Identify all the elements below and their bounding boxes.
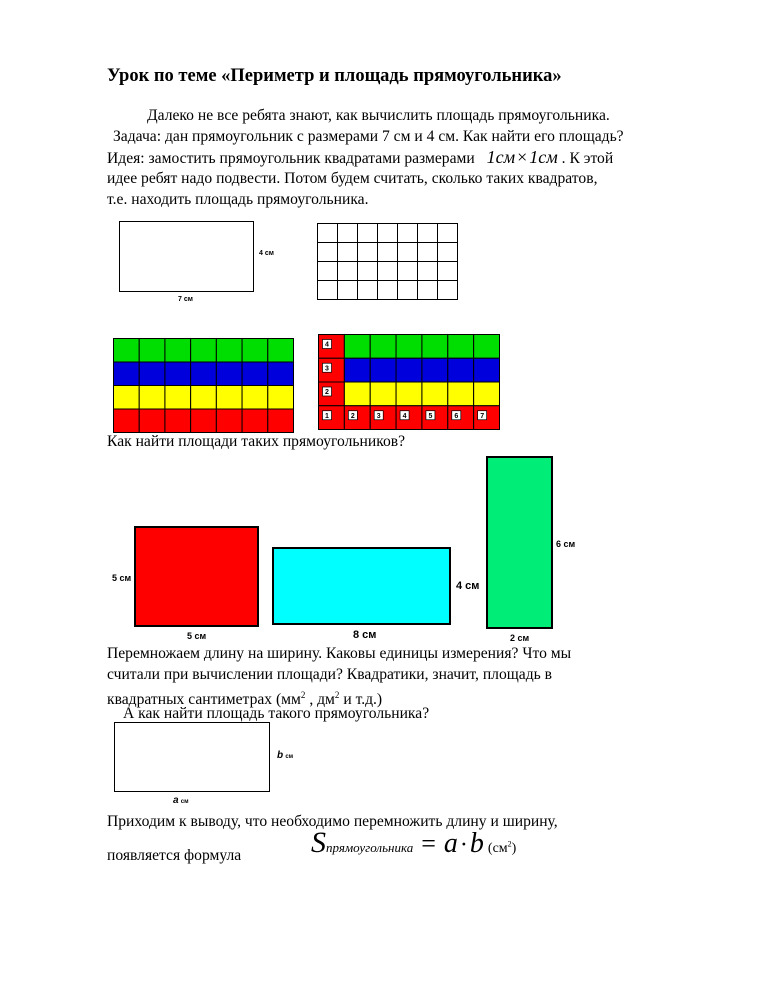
- unit-text: (см: [487, 841, 508, 856]
- numbered-cell: [396, 382, 422, 406]
- numbered-cell: [344, 382, 370, 406]
- green-width-label: 2 см: [510, 633, 530, 643]
- numbered-cell: [396, 335, 422, 359]
- grid-cell: [418, 262, 438, 281]
- colored-cell: [139, 386, 165, 410]
- intro-line-3: [107, 147, 613, 169]
- explain-line-2: считали при вычислении площади? Квадратики, значит, площадь в: [107, 666, 552, 683]
- intro-line-1: Далеко не все ребята знают, как вычислить площадь прямоугольника.: [147, 107, 610, 124]
- intro-line-3-text: Идея: замостить прямоугольник квадратами размерами: [107, 150, 475, 167]
- cyan-height-label: 4 см: [456, 580, 480, 592]
- numbered-cell: [422, 358, 448, 382]
- rect-height-label: 4 см: [259, 250, 274, 257]
- colored-cell: [139, 409, 165, 433]
- colored-cell: [114, 339, 140, 363]
- colored-cell: [114, 386, 140, 410]
- conclusion-line-2: появляется формула: [107, 847, 242, 864]
- explain-line-4: А как найти площадь такого прямоугольника?: [123, 705, 430, 722]
- grid-cell: [318, 243, 338, 262]
- colored-cell: [114, 409, 140, 433]
- colored-cell: [165, 386, 191, 410]
- intro-line-3-after: . К этой: [561, 150, 614, 167]
- formula-1cm-x-1cm: [487, 147, 558, 167]
- formula-dot: ·: [459, 832, 468, 858]
- column-number: 2: [350, 412, 355, 420]
- numbered-cell: [474, 358, 500, 382]
- ab-width-label: [173, 795, 189, 806]
- question-1: Как найти площади таких прямоугольников?: [107, 433, 406, 450]
- colored-cell: [216, 362, 242, 386]
- numbered-cell: [474, 382, 500, 406]
- colored-cell: [139, 339, 165, 363]
- formula-subscript-2: ника: [388, 840, 414, 855]
- colored-cell: [191, 339, 217, 363]
- grid-cell: [398, 262, 418, 281]
- row-number: 4: [325, 341, 329, 349]
- colored-cell: [268, 386, 294, 410]
- grid-cell: [358, 243, 378, 262]
- numbered-cell: [370, 382, 396, 406]
- rect-width-label: 7 см: [178, 296, 193, 303]
- grid-cell: [418, 243, 438, 262]
- colored-cell: [191, 362, 217, 386]
- formula-S: S: [311, 826, 326, 859]
- red-width-label: 5 см: [187, 631, 207, 641]
- grid-cell: [318, 262, 338, 281]
- numbered-cell: [448, 382, 474, 406]
- square-grid: [317, 223, 458, 300]
- intro-line-5: т.е. находить площадь прямоугольника.: [107, 191, 369, 208]
- intro-line-2: Задача: дан прямоугольник с размерами 7 см и 4 см. Как найти его площадь?: [113, 128, 624, 145]
- var-a: a: [173, 795, 179, 806]
- numbered-cell: [448, 358, 474, 382]
- numbered-cell: [344, 358, 370, 382]
- numbered-cell: [474, 335, 500, 359]
- formula-subscript: прямоуголь: [326, 840, 389, 855]
- colored-cell: [216, 409, 242, 433]
- numbered-cell: [344, 335, 370, 359]
- explain-line-1: Перемножаем длину на ширину. Каковы единицы измерения? Что мы: [107, 645, 572, 662]
- formula-one-b: 1: [529, 147, 539, 167]
- numbered-cell: [396, 358, 422, 382]
- green-rectangle: [486, 456, 553, 629]
- colored-cell: [139, 362, 165, 386]
- colored-cell: [242, 386, 268, 410]
- row-number: 3: [325, 365, 329, 373]
- cyan-rectangle: [272, 547, 451, 625]
- formula-a: a: [443, 828, 458, 859]
- ab-height-label: [277, 750, 293, 761]
- formula-cm-b: см: [538, 147, 558, 167]
- grid-cell: [438, 281, 458, 300]
- grid-cell: [338, 224, 358, 243]
- row-number: 2: [325, 389, 329, 396]
- formula-equals: =: [421, 829, 436, 858]
- numbered-cell: [370, 335, 396, 359]
- formula-b: b: [469, 828, 484, 859]
- column-number: 5: [428, 412, 433, 420]
- unit-close: ): [511, 841, 517, 856]
- colored-rectangle-left: [113, 338, 294, 433]
- grid-cell: [418, 224, 438, 243]
- grid-cell: [358, 262, 378, 281]
- grid-cell: [358, 281, 378, 300]
- colored-cell: [242, 409, 268, 433]
- colored-cell: [216, 386, 242, 410]
- grid-cell: [378, 262, 398, 281]
- formula-unit: [488, 841, 516, 856]
- colored-cell: [165, 339, 191, 363]
- unit-a: см: [180, 799, 189, 805]
- column-number: 1: [325, 412, 329, 420]
- column-number: 4: [402, 412, 407, 420]
- intro-line-4: идее ребят надо подвести. Потом будем считать, сколько таких квадратов,: [107, 170, 598, 187]
- var-b: b: [277, 750, 284, 761]
- column-number: 6: [454, 412, 459, 420]
- column-number: 7: [480, 412, 485, 420]
- green-height-label: 6 см: [556, 539, 576, 549]
- conclusion-line-1: Приходим к выводу, что необходимо перемножить длину и ширину,: [107, 813, 558, 830]
- grid-cell: [378, 243, 398, 262]
- grid-cell: [378, 224, 398, 243]
- colored-cell: [268, 362, 294, 386]
- grid-cell: [418, 281, 438, 300]
- grid-cell: [338, 281, 358, 300]
- colored-cell: [242, 339, 268, 363]
- grid-cell: [398, 243, 418, 262]
- colored-cell: [191, 386, 217, 410]
- grid-cell: [318, 224, 338, 243]
- numbered-cell: [422, 382, 448, 406]
- numbered-cell: [370, 358, 396, 382]
- colored-cell: [191, 409, 217, 433]
- unit-b: см: [285, 754, 294, 760]
- grid-cell: [378, 281, 398, 300]
- explain-text-b: , дм: [305, 691, 335, 709]
- grid-cell: [358, 224, 378, 243]
- area-formula: [311, 826, 516, 860]
- colored-cell: [268, 409, 294, 433]
- red-height-label: 5 см: [112, 573, 132, 583]
- red-square: [134, 526, 259, 627]
- formula-cm-a: см: [495, 147, 516, 167]
- colored-cell: [165, 362, 191, 386]
- numbered-cell: [422, 335, 448, 359]
- colored-cell: [242, 362, 268, 386]
- grid-cell: [398, 224, 418, 243]
- colored-cell: [114, 362, 140, 386]
- grid-cell: [398, 281, 418, 300]
- colored-cell: [268, 339, 294, 363]
- column-number: 3: [376, 412, 381, 420]
- grid-cell: [338, 262, 358, 281]
- grid-cell: [318, 281, 338, 300]
- formula-times: ×: [517, 147, 528, 167]
- sup-2-b: 2: [334, 690, 340, 700]
- numbered-cell: [448, 335, 474, 359]
- page-title: Урок по теме «Периметр и площадь прямоугольника»: [107, 66, 562, 86]
- formula-one-a: 1: [486, 147, 496, 167]
- blank-rectangle: [119, 221, 254, 292]
- grid-cell: [438, 262, 458, 281]
- cyan-width-label: 8 см: [353, 629, 377, 641]
- grid-cell: [338, 243, 358, 262]
- grid-cell: [438, 224, 458, 243]
- sup-2-a: 2: [300, 690, 306, 700]
- colored-cell: [165, 409, 191, 433]
- colored-cell: [216, 339, 242, 363]
- ab-rectangle: [114, 722, 270, 792]
- grid-cell: [438, 243, 458, 262]
- explain-text-c: и т.д.): [339, 691, 383, 709]
- unit-sup: 2: [507, 839, 512, 849]
- colored-rectangle-numbered: [318, 334, 500, 430]
- explain-text-a: квадратных сантиметрах (мм: [107, 691, 301, 709]
